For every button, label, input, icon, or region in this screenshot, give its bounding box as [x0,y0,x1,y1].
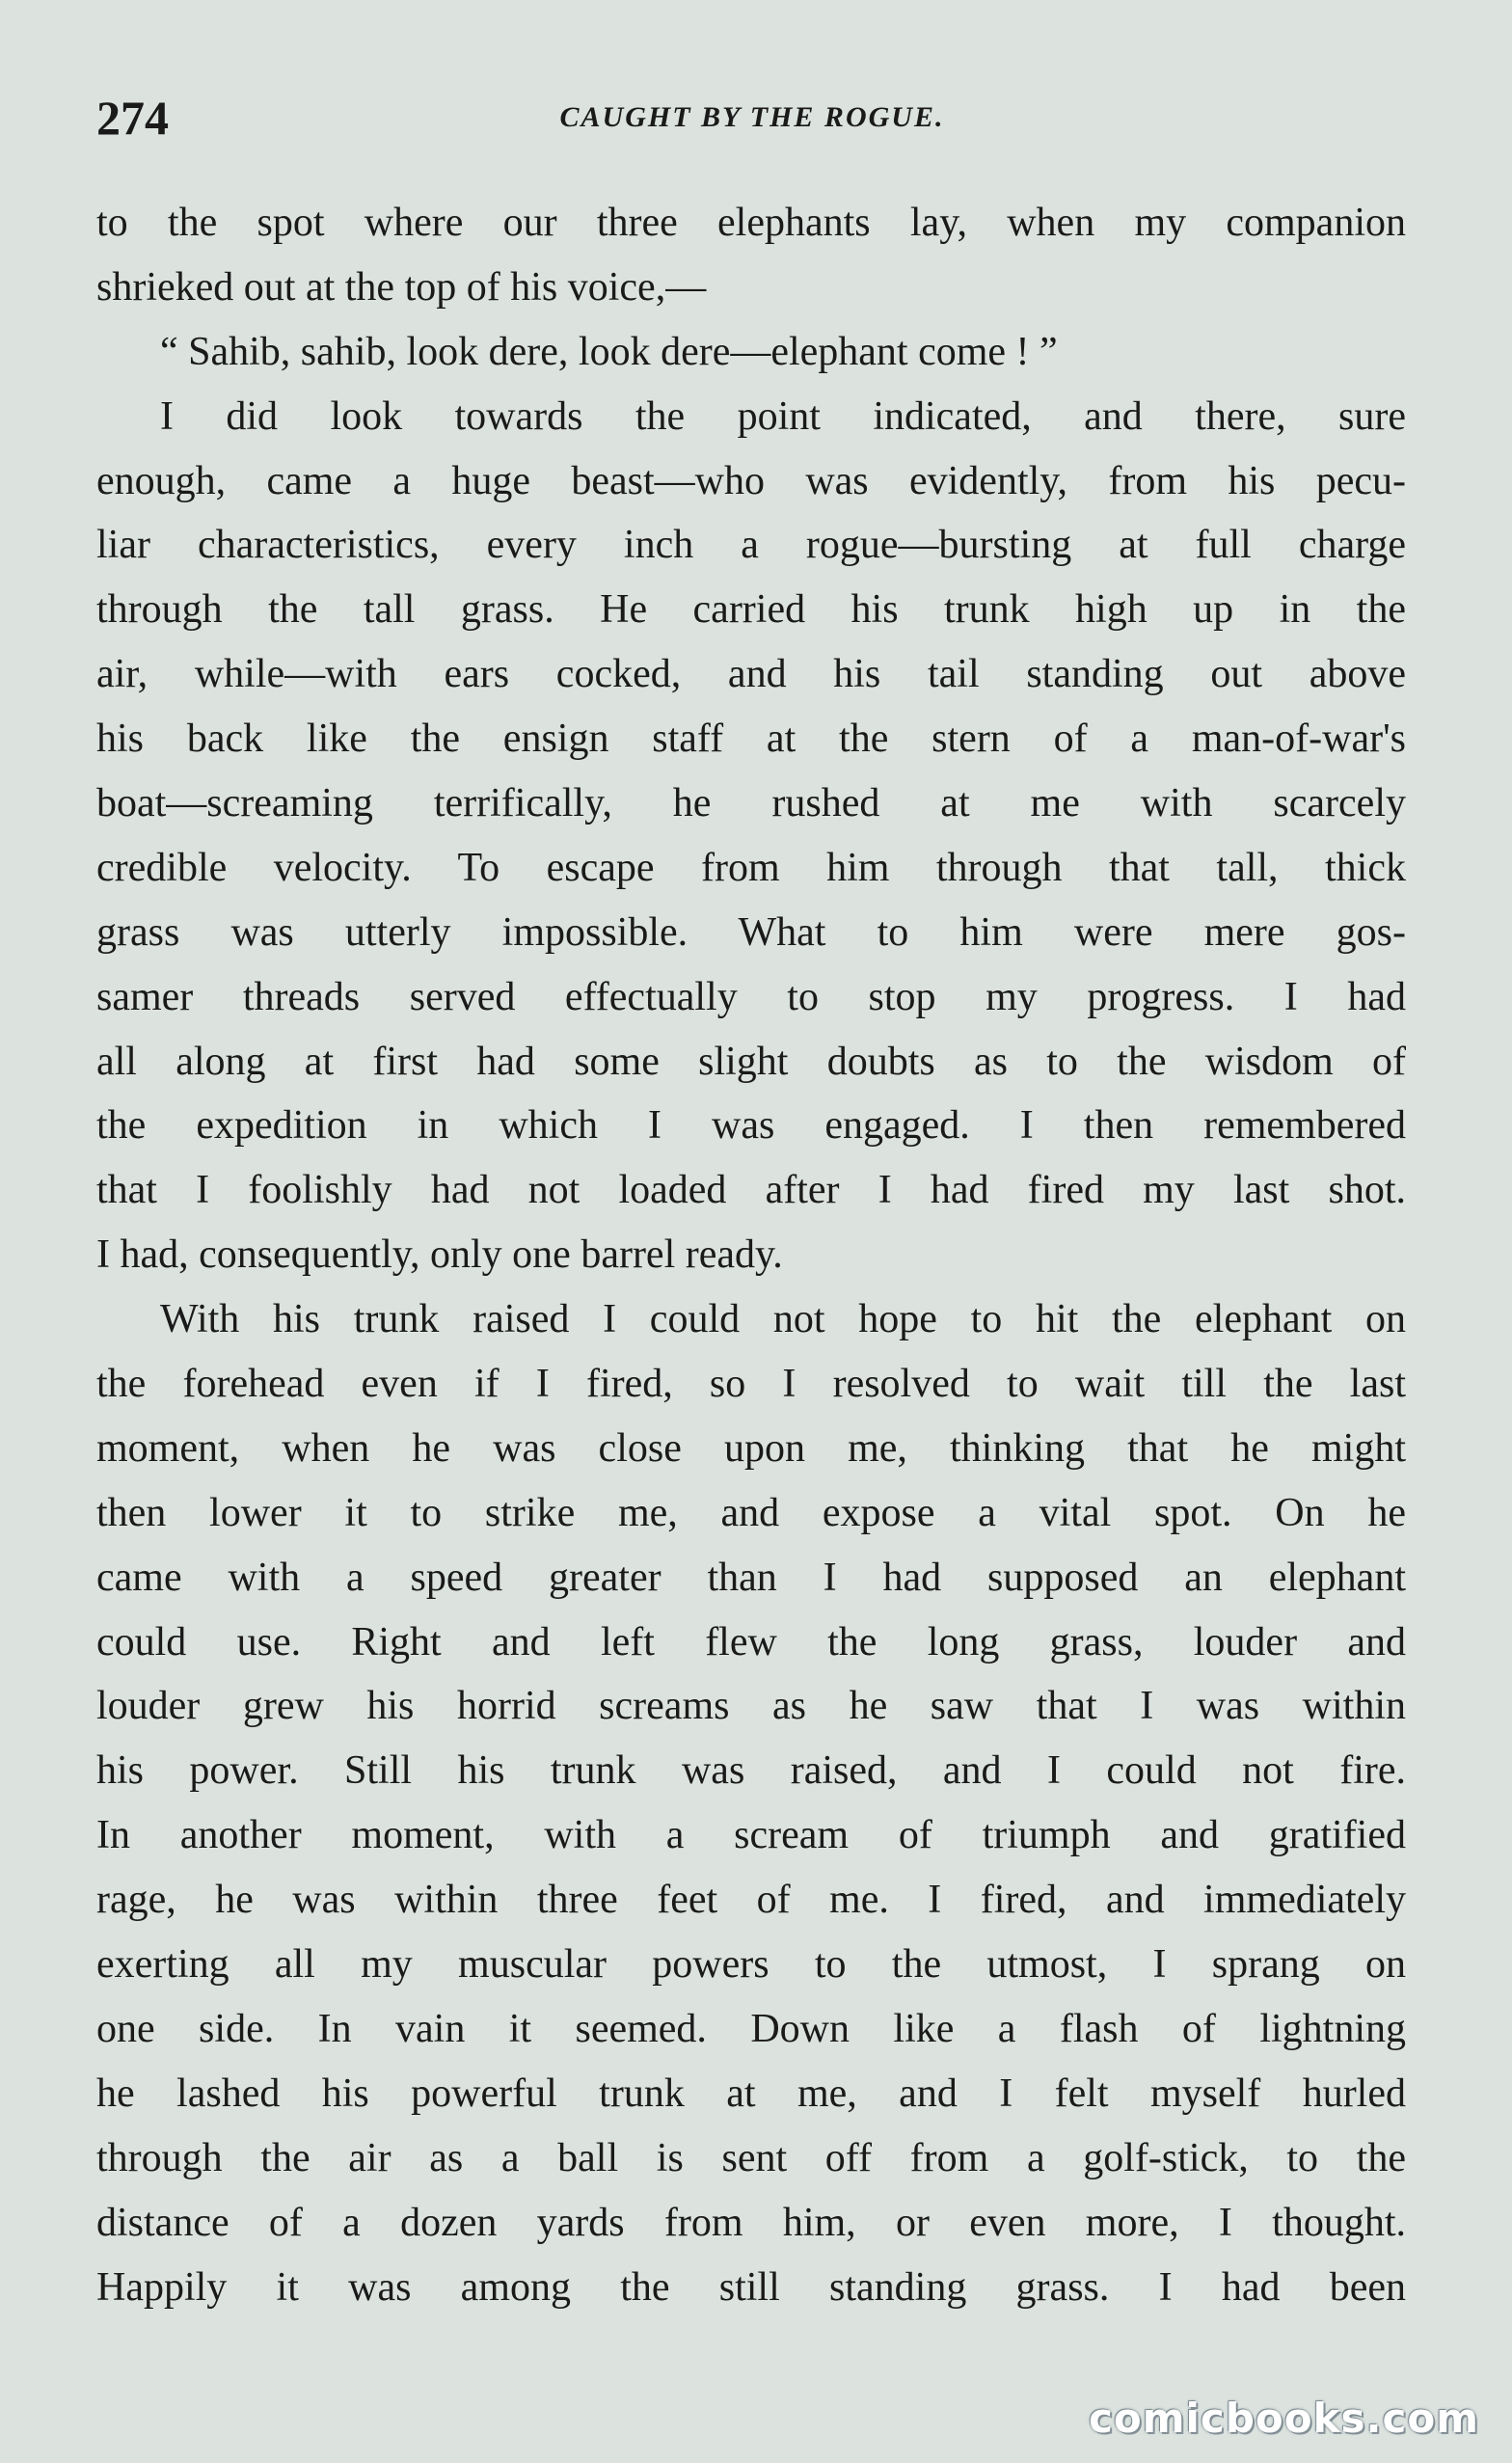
text-line: moment, when he was close upon me, thinking that he might [96,1425,1406,1471]
text-line: shrieked out at the top of his voice,— [96,264,707,310]
text-line: enough, came a huge beast—who was evidently, from his pecu- [96,458,1406,503]
text-line: then lower it to strike me, and expose a vital spot. On he [96,1490,1406,1535]
text-line: through the air as a ball is sent off from a golf-stick, to the [96,2135,1406,2180]
text-line: credible velocity. To escape from him through that tall, thick [96,845,1406,890]
text-line: Happily it was among the still standing grass. I had been [96,2264,1406,2310]
text-line: samer threads served effectually to stop my progress. I had [96,974,1406,1019]
text-line: his back like the ensign staff at the stern of a man-of-war's [96,717,1406,762]
watermark-logo: comicbooks.com [1089,2395,1479,2442]
text-line: came with a speed greater than I had supposed an elephant [96,1555,1406,1600]
text-line: the expedition in which I was engaged. I then remembered [96,1103,1406,1149]
text-line: I had, consequently, only one barrel ready. [96,1232,783,1278]
text-line: one side. In vain it seemed. Down like a flash of lightning [96,2006,1406,2051]
body-text [96,191,1406,2319]
text-line: With his trunk raised I could not hope to hit the elephant on [160,1297,1406,1342]
text-line: louder grew his horrid screams as he saw that I was within [96,1684,1406,1729]
text-line: could use. Right and left flew the long grass, louder and [96,1619,1406,1665]
text-line: that I foolishly had not loaded after I had fired my last shot. [96,1168,1406,1213]
text-line: In another moment, with a scream of triumph and gratified [96,1813,1406,1858]
running-title: CAUGHT BY THE ROGUE. [559,101,945,133]
text-line: liar characteristics, every inch a rogue—bursting at full charge [96,523,1406,568]
page-number: 274 [96,91,169,145]
running-head [96,89,1408,147]
text-line: his power. Still his trunk was raised, and I could not fire. [96,1748,1406,1794]
text-line: I did look towards the point indicated, and there, sure [160,393,1406,439]
text-line: he lashed his powerful trunk at me, and I felt myself hurled [96,2071,1406,2116]
text-line: through the tall grass. He carried his trunk high up in the [96,587,1406,633]
text-line: boat—screaming terrifically, he rushed at me with scarcely [96,781,1406,826]
text-line: distance of a dozen yards from him, or even more, I thought. [96,2200,1406,2245]
text-line: to the spot where our three elephants lay, when my companion [96,201,1406,245]
text-line: “ Sahib, sahib, look dere, look dere—elephant come ! ” [160,329,1058,374]
text-line: exerting all my muscular powers to the utmost, I sprang on [96,1942,1406,1988]
text-line: grass was utterly impossible. What to him were mere gos- [96,909,1406,955]
text-line: all along at first had some slight doubts as to the wisdom of [96,1039,1406,1084]
text-line: rage, he was within three feet of me. I fired, and immediately [96,1878,1406,1923]
text-line: air, while—with ears cocked, and his tail standing out above [96,652,1406,697]
text-line: the forehead even if I fired, so I resolved to wait till the last [96,1362,1406,1407]
